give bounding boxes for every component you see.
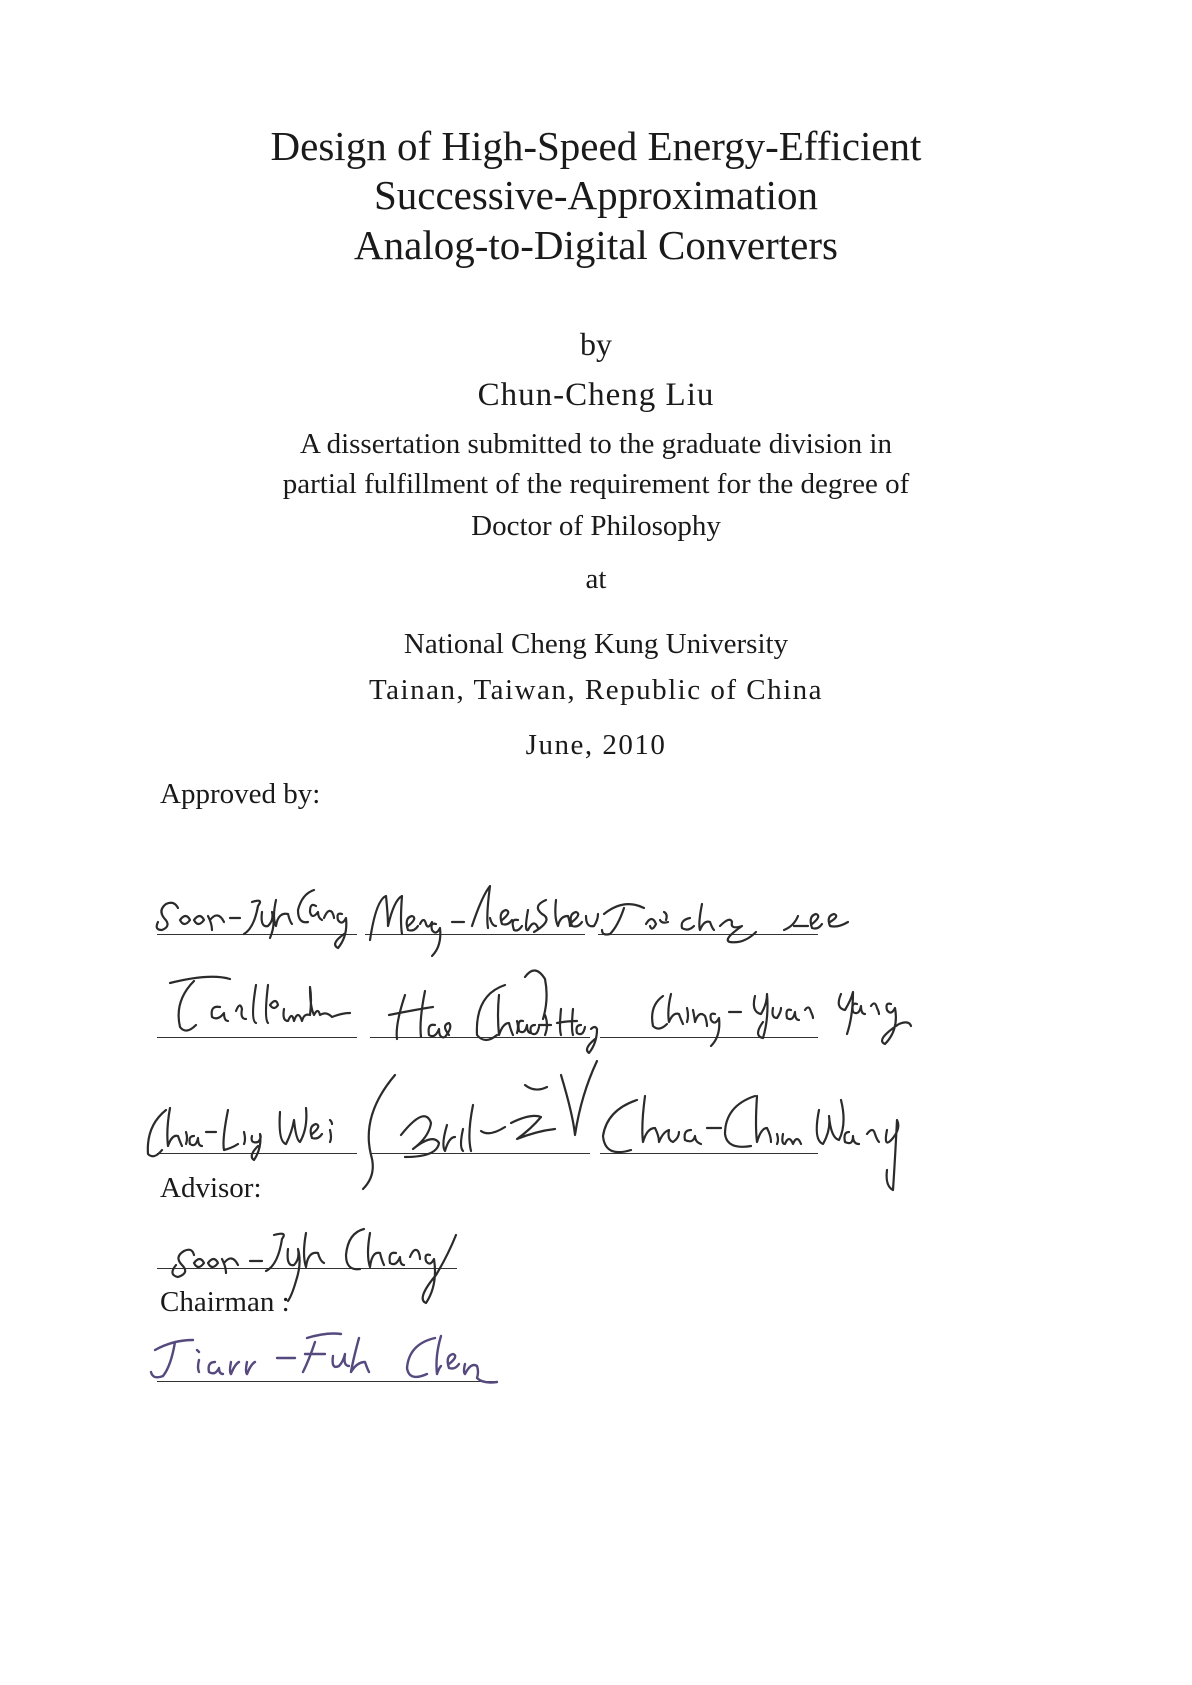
- approved-by-label: Approved by:: [160, 778, 321, 810]
- signature-soon-jyh-chang: [150, 860, 365, 960]
- university-name: National Cheng Kung University: [403, 628, 789, 660]
- signature-chua-chin-wang: [595, 1080, 935, 1210]
- title-line-2: Successive-Approximation: [373, 172, 819, 218]
- advisor-label: Advisor:: [160, 1172, 262, 1204]
- degree-name: Doctor of Philosophy: [471, 510, 721, 542]
- chairman-label: Chairman :: [160, 1286, 290, 1318]
- statement-line-1: A dissertation submitted to the graduate division in: [299, 428, 892, 460]
- chairman-signature: [145, 1320, 515, 1400]
- statement-line-2: partial fulfillment of the requirement for the degree of: [282, 468, 910, 500]
- date: June, 2010: [525, 729, 667, 761]
- signature-ching-yuan-yang: [645, 980, 925, 1060]
- at-label: at: [585, 563, 607, 595]
- signature-meng-lieh-sheu: [360, 870, 595, 960]
- title-line-1: Design of High-Speed Energy-Efficient: [270, 123, 922, 169]
- signature-tsai-chung-lee: [598, 880, 868, 950]
- signature-chia-ling-wei: [140, 1090, 370, 1180]
- location: Tainan, Taiwan, Republic of China: [368, 674, 824, 706]
- signature-brian: [355, 1045, 605, 1195]
- author-name: Chun-Cheng Liu: [477, 377, 715, 413]
- title-line-3: Analog-to-Digital Converters: [354, 222, 838, 268]
- by-label: by: [580, 326, 612, 362]
- signature-ted-hamilton: [160, 965, 375, 1055]
